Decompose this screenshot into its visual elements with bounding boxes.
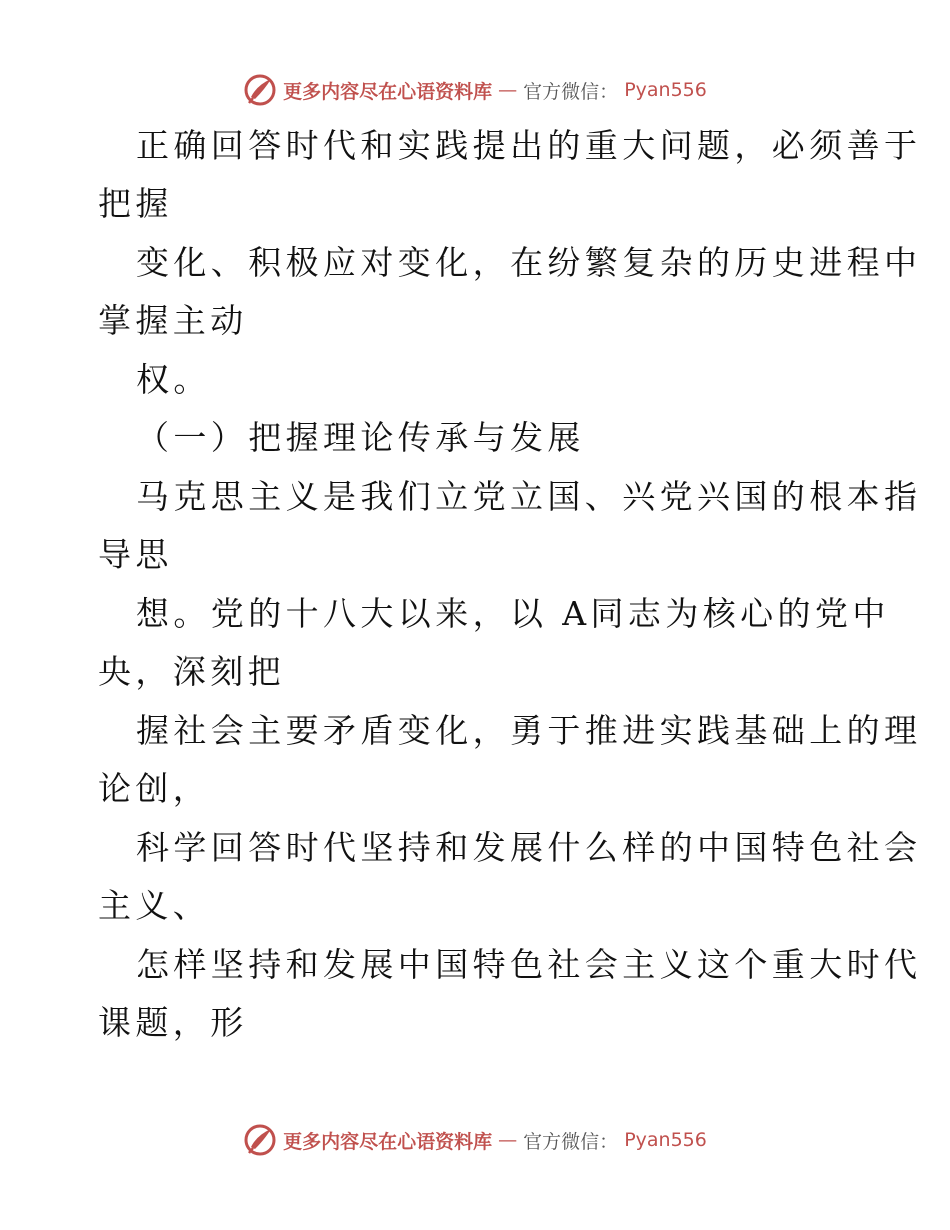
watermark-label: 官方微信： — [523, 80, 619, 103]
header-watermark — [0, 70, 950, 110]
watermark-site-text: 更多内容尽在心语资料库 — [283, 1130, 493, 1153]
watermark-wechat-id: Pyan556 — [624, 79, 707, 101]
watermark-wechat-id: Pyan556 — [624, 1129, 707, 1151]
quill-logo-icon — [243, 73, 277, 107]
watermark-site-text: 更多内容尽在心语资料库 — [283, 80, 493, 103]
text-line: 论创， — [98, 769, 211, 808]
text-line: 变化、积极应对变化，在纷繁复杂的历史进程中 — [136, 243, 922, 282]
text-line: 正确回答时代和实践提出的重大问题，必须善于 — [136, 126, 922, 165]
text-line: 握社会主要矛盾变化，勇于推进实践基础上的理 — [136, 711, 922, 750]
watermark-dash: — — [498, 1129, 518, 1151]
text-line: 想。党的十八大以来，以 A同志为核心的党中 — [136, 594, 890, 633]
text-line: 怎样坚持和发展中国特色社会主义这个重大时代 — [136, 945, 922, 984]
watermark-dash: — — [498, 79, 518, 101]
text-line: 课题，形 — [98, 1003, 248, 1042]
watermark-label: 官方微信： — [523, 1130, 619, 1153]
text-line: 把握 — [98, 184, 173, 223]
text-line: 掌握主动 — [98, 301, 248, 340]
text-line: 马克思主义是我们立党立国、兴党兴国的根本指 — [136, 477, 922, 516]
footer-watermark — [0, 1120, 950, 1160]
text-line: 央，深刻把 — [98, 652, 285, 691]
text-line: 科学回答时代坚持和发展什么样的中国特色社会 — [136, 828, 922, 867]
quill-logo-icon — [243, 1123, 277, 1157]
text-line: 主义、 — [98, 886, 211, 925]
text-line: 导思 — [98, 535, 173, 574]
text-line: 权。 — [136, 360, 211, 399]
section-heading: （一）把握理论传承与发展 — [136, 418, 585, 457]
